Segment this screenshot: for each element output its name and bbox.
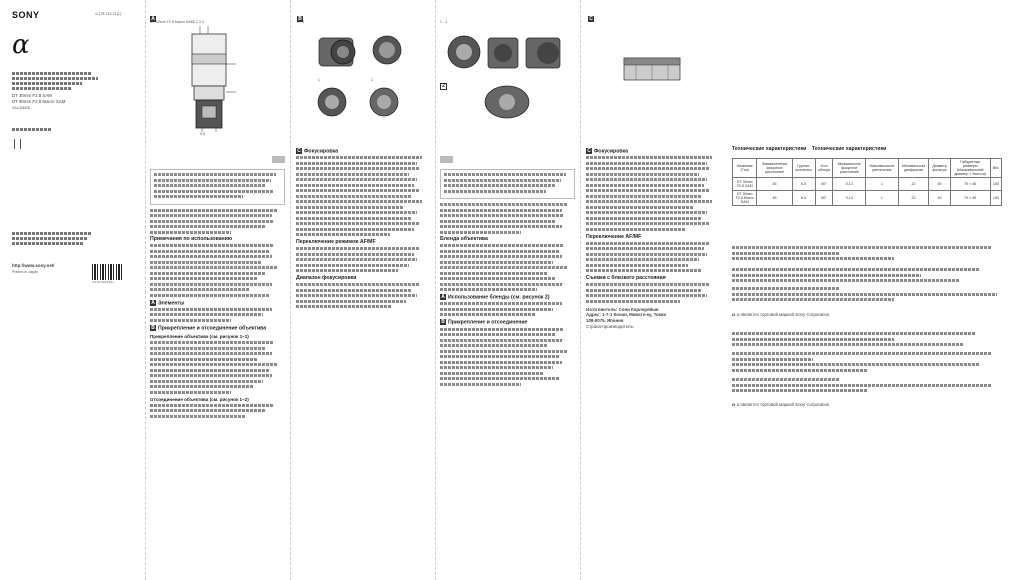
mf2-heading: Переключение AF/MF <box>586 233 642 240</box>
caution-heading: Примечания по использованию <box>150 236 233 242</box>
caution-box-2 <box>440 169 575 199</box>
lang-tab-2 <box>440 156 453 163</box>
table-row <box>733 191 1002 206</box>
spec-cell: 70 × 45 <box>950 178 990 191</box>
spec-cell: DT 30mm F2.8 SAM <box>733 178 757 191</box>
attach2-heading: B Прикрепление и отсоединение <box>441 319 528 326</box>
maker-address: Адрес: 1-7-1 Конан, Минато-ку, Токио 108-0075, Япония <box>586 312 667 324</box>
spec-header: Максимальное увеличение <box>866 159 898 178</box>
spec-cell: 150 <box>990 191 1001 206</box>
spec-cell: 22 <box>898 178 929 191</box>
spec-cell: 6-5 <box>792 191 815 206</box>
product-title-2: DT 30mm F2.8 Macro SAM <box>12 99 66 104</box>
spec-notes <box>732 246 1002 263</box>
spec-header: Название (Тип) <box>733 159 757 178</box>
website-url[interactable]: http://www.sony.net/ <box>12 263 55 268</box>
spec-header: Эквивалентное фокусное расстояние <box>757 159 792 178</box>
spec-cell: 45 <box>757 178 792 191</box>
spec-title-2: Технические характеристики <box>812 146 887 152</box>
maker-name: Изготовитель: Сони Корпорейшн <box>586 306 659 312</box>
fig-s1-label: 1 <box>318 78 320 82</box>
spec-cell: 1 <box>866 191 898 206</box>
spec-title-1: Технические характеристики <box>732 146 807 152</box>
hood-use-heading: A Использование бленды (см. рисунок 2) <box>441 294 550 301</box>
lens-top-diagram <box>622 54 682 84</box>
spec-cell: DT 30mm F2.8 Macro SAM <box>733 191 757 206</box>
parts-heading: A Элементы <box>151 299 185 306</box>
spec-header: Угол обзора <box>815 159 833 178</box>
table-row <box>733 178 1002 191</box>
fig-1-1-label: 1 - 1 <box>297 20 305 24</box>
macro-heading: Съемка с близкого расстояния <box>586 275 666 282</box>
focus2-heading: C Фокусировка <box>587 148 629 155</box>
camera-attach-diagram <box>315 30 415 74</box>
section-c-marker: C <box>589 15 593 22</box>
attach-sub1: Прикрепление объектива (см. рисунок 1–1) <box>150 334 249 340</box>
spec-cell: 50° <box>815 191 833 206</box>
attach-sub2: Отсоединение объектива (см. рисунок 1–2) <box>150 396 249 402</box>
mf-heading: Переключение режимов AF/MF <box>296 239 376 246</box>
spec-header: Минимальное фокусное расстояние <box>833 159 866 178</box>
barcode-number: 4-179-743-21(1) <box>92 280 114 284</box>
section-a-caption: DT 30mm F2.8 Macro SAM <box>150 20 194 24</box>
hood-heading: Бленда объектива <box>440 236 488 242</box>
section-b-marker: B <box>298 15 302 22</box>
a-part-labels: 1 2 3 4 <box>193 20 204 24</box>
alpha-logo: α <box>12 30 30 60</box>
alpha-trademark-2: α α является торговой маркой Sony Corporation <box>732 402 830 408</box>
spec-notes-4 <box>732 332 1002 349</box>
lens-side-diagram <box>180 24 250 134</box>
lang-tab <box>272 156 285 163</box>
spec-cell: 1 <box>866 178 898 191</box>
spec-notes-3 <box>732 287 1002 304</box>
spec-notes-2 <box>732 268 1002 285</box>
spec-header: Вес <box>990 159 1001 178</box>
model-number: SAL30M28 <box>12 106 30 110</box>
maker-country: Страна-производитель: <box>586 323 635 329</box>
divider-mark <box>20 139 21 149</box>
spec-notes-6 <box>732 378 1002 395</box>
fig-1-2-label: 1 - 2 <box>440 20 448 24</box>
barcode <box>92 264 124 280</box>
alpha-trademark: α α является торговой маркой Sony Corporation <box>732 312 830 318</box>
attach-heading: B Прикрепление и отсоединение объектива <box>151 324 267 332</box>
product-title-1: DT 30mm F2.8 SAM <box>12 93 52 98</box>
part-number: 4-179-743-21(1) <box>95 12 121 16</box>
spec-header: Габаритные размеры (Максимальный диаметр × Высота) <box>950 159 990 178</box>
fig-2-marker: 2 <box>440 83 447 90</box>
hood-diagram <box>482 82 532 122</box>
spec-cell: 50° <box>815 178 833 191</box>
cover-subtitle <box>12 72 102 90</box>
spec-cell: 49 <box>929 178 950 191</box>
spec-header-row <box>733 159 1002 178</box>
focus-heading: C Фокусировка <box>297 148 339 155</box>
spec-header: Диаметр фильтра <box>929 159 950 178</box>
a-bottom-labels: 5 6 <box>200 132 205 136</box>
spec-cell: 0,13 <box>833 178 866 191</box>
fig-s2-label: 2 <box>371 78 373 82</box>
spec-table <box>732 158 1002 206</box>
spec-header: Группы-элементы <box>792 159 815 178</box>
spec-header: Минимальная диафрагма <box>898 159 929 178</box>
spec-cell: 150 <box>990 178 1001 191</box>
spec-notes-5 <box>732 352 1002 374</box>
printed-in: Printed in Japan <box>12 270 38 274</box>
spec-cell: 6-5 <box>792 178 815 191</box>
spec-cell: 0,13 <box>833 191 866 206</box>
spec-cell: 49 <box>929 191 950 206</box>
spec-cell: 22 <box>898 191 929 206</box>
cover-note <box>12 232 102 245</box>
divider-mark <box>14 139 15 149</box>
spec-cell: 45 <box>757 191 792 206</box>
sony-logo: SONY <box>12 10 40 20</box>
section-a-marker: A <box>151 15 155 22</box>
caution-box <box>150 169 285 205</box>
spec-cell: 70 × 45 <box>950 191 990 206</box>
mount-index-diagram <box>312 84 412 120</box>
lens-detach-diagram <box>444 30 576 74</box>
range-heading: Диапазон фокусировки <box>296 275 357 282</box>
